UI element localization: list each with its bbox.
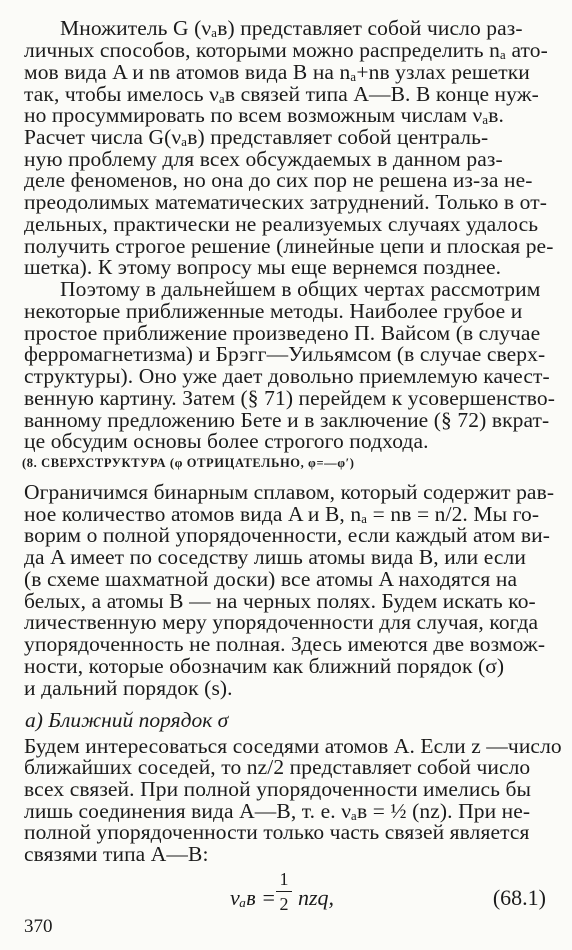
text-line: дельных, практически не реализуемых случаях удалось (24, 211, 539, 236)
text-line: деле феноменов, но она до сих пор не решена из-за не- (24, 168, 533, 193)
fraction-bar (276, 891, 292, 892)
equation-number: (68.1) (492, 884, 546, 910)
text-line: венную картину. Затем (§ 71) перейдем к усовершенство- (24, 385, 555, 410)
text-line: ности, которые обозначим как ближний порядок (σ) (24, 653, 505, 678)
text-line: белых, а атомы B — на черных полях. Будем искать ко- (24, 588, 536, 613)
section-heading: (8. СВЕРХСТРУКТУРА (φ ОТРИЦАТЕЛЬНО, φ=—φ′) (22, 455, 355, 470)
text-line: Расчет числа G(νₐʙ) представляет собой централь‑ (24, 124, 489, 149)
text-line: Ограничимся бинарным сплавом, который содержит рав- (24, 479, 555, 504)
text-line: (в схеме шахматной доски) все атомы A находятся на (24, 566, 518, 591)
text-line: Поэтому в дальнейшем в общих чертах рассмотрим (60, 277, 541, 302)
text-line: полной упорядоченности только часть связей является (24, 820, 530, 845)
text-line: так, чтобы имелось νₐʙ связей типа A—B. В конце нуж- (24, 81, 539, 106)
text-line: но просуммировать по всем возможным числам νₐʙ. (24, 103, 505, 128)
text-line: всех связей. При полной упорядоченности имелись бы (24, 776, 532, 801)
text-line: ное количество атомов вида A и B, nₐ = nʙ = n/2. Мы го- (24, 501, 540, 526)
text-line: некоторые приближенные методы. Наиболее грубое и (24, 298, 523, 323)
text-line: связями типа A—B: (24, 842, 209, 867)
text-line: простое приближение произведено П. Вайсом (в случае (24, 320, 541, 345)
subsection-heading: а) Ближний порядок σ (25, 708, 229, 733)
text-line: це обсудим основы более строгого подхода. (24, 429, 429, 454)
text-line: лишь соединения вида A—B, т. е. νₐʙ = ½ (nz). При не- (24, 798, 531, 823)
text-line: мов вида A и nʙ атомов вида B на nₐ+nʙ узлах решетки (24, 59, 530, 84)
equation-rhs: nzq, (298, 884, 335, 910)
text-line: ванному предложению Бете и в заключение (§ 72) вкрат- (24, 407, 550, 432)
equation-fraction (276, 868, 292, 915)
page-number: 370 (24, 916, 53, 938)
text-line: ближайших соседей, то nz/2 представляет собой число (24, 755, 531, 780)
text-line: личественную меру упорядоченности для случая, когда (24, 610, 539, 635)
text-line: ферромагнетизма) и Брэгг—Уильямсом (в случае сверх- (24, 342, 546, 367)
text-line: преодолимых математических затруднений. Только в от- (24, 190, 547, 215)
text-line: упорядоченность не полная. Здесь имеются две возмож- (24, 632, 546, 657)
text-line: и дальний порядок (s). (24, 675, 233, 700)
equation-68-1 (220, 868, 550, 922)
text-line: получить строгое решение (линейные цепи и плоская ре- (24, 233, 554, 258)
text-line: да A имеет по соседству лишь атомы вида B, или если (24, 545, 526, 570)
text-line: ную проблему для всех обсуждаемых в данном раз- (24, 146, 503, 171)
text-line: Будем интересоваться соседями атомов A. Если z —число (24, 733, 562, 758)
fraction-denominator: 2 (279, 893, 289, 914)
equation-lhs: νₐʙ = (230, 884, 276, 910)
text-line: шетка). К этому вопросу мы еще вернемся позднее. (24, 255, 502, 280)
text-line: Множитель G (νₐʙ) представляет собой число раз- (60, 16, 523, 41)
text-line: личных способов, которыми можно распределить nₐ ато- (24, 38, 548, 63)
text-line: структуры). Оно уже дает довольно приемлемую качест- (24, 364, 550, 389)
fraction-numerator: 1 (279, 868, 289, 889)
text-line: ворим о полной упорядоченности, если каждый атом ви- (24, 523, 551, 548)
